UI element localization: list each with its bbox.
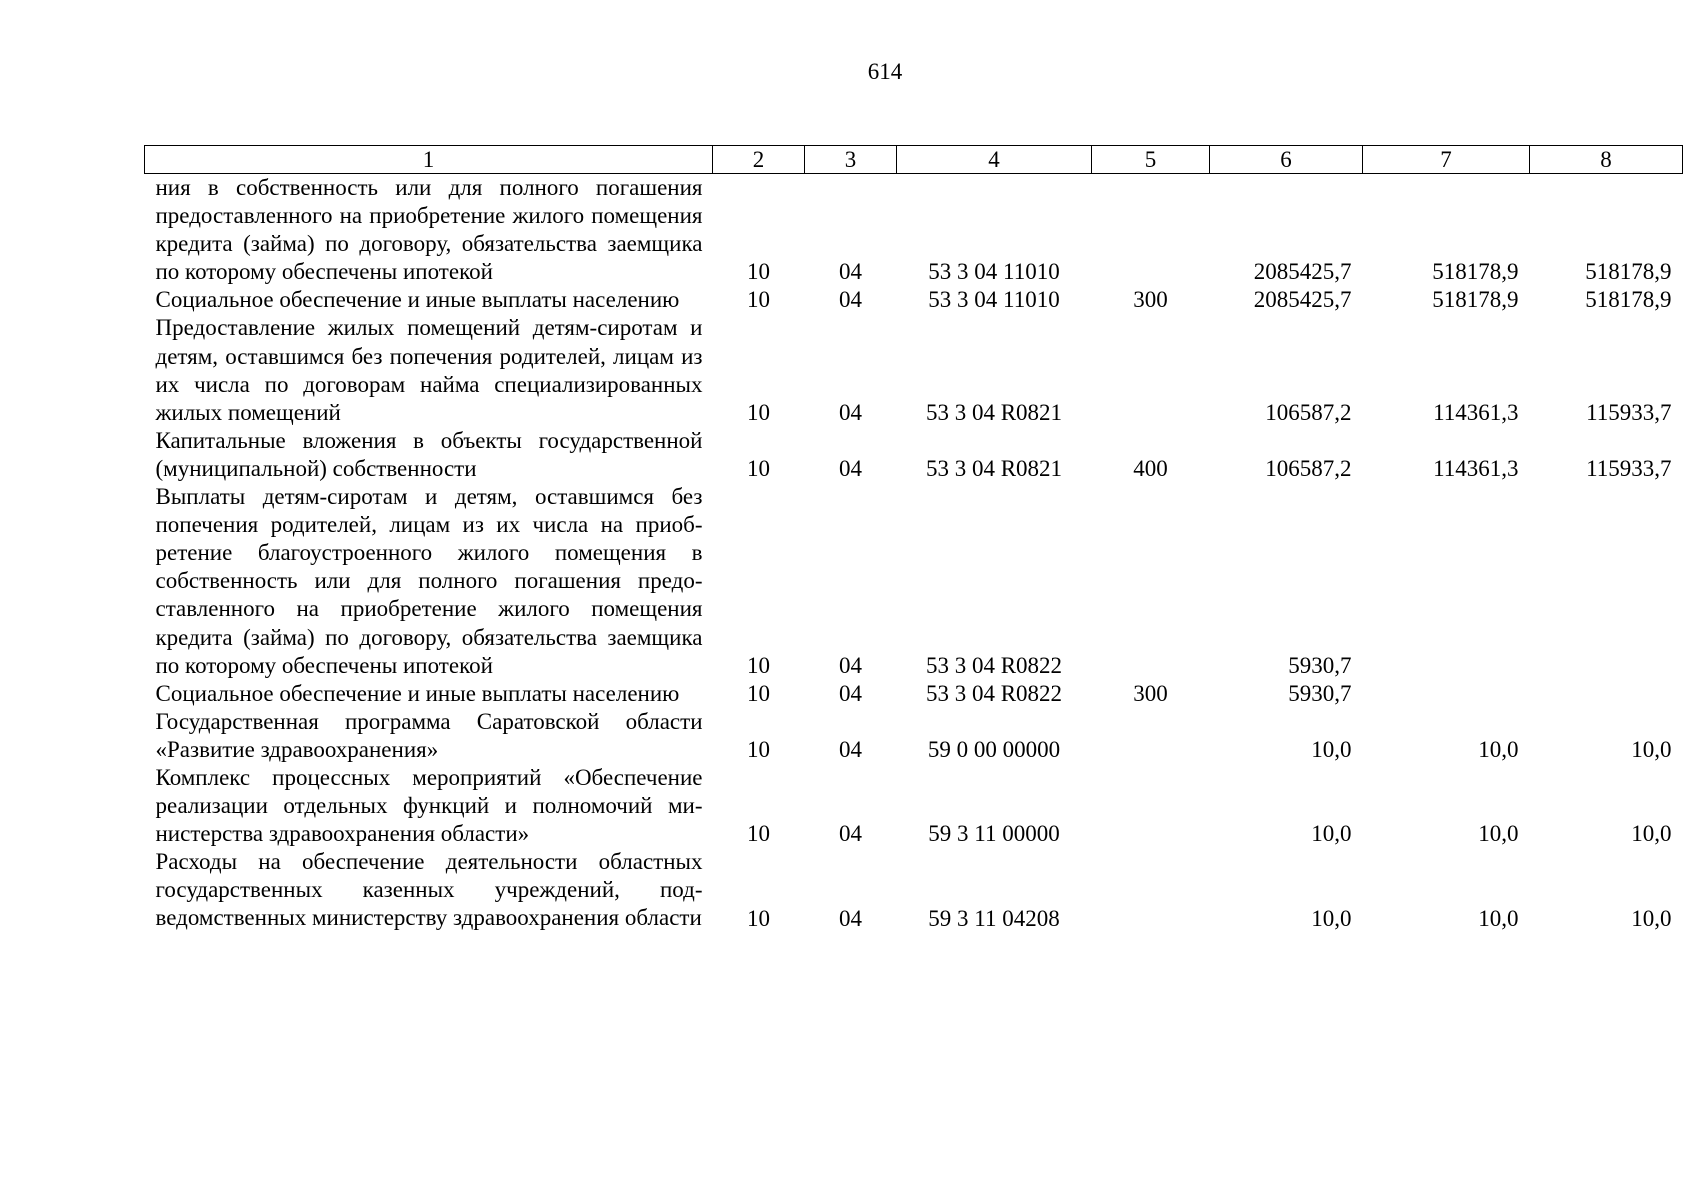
table-row [145,483,1683,680]
amount-year-1: 2085425,7 [1253,287,1352,313]
column-header-6: 6 [1210,146,1363,174]
row-description: Выплаты детям-сиротам и детям, оставшимся без попечения родителей, лицам из их числа на приобретение благоустроенного жилого помещения в собственность или для полного погашения предоставленного на приобретение жилого помещения кредита (займа) по договору, обязательства заемщика по которому обеспечены ипотекой [155,484,703,678]
table-row [145,708,1683,764]
column-header-3: 3 [805,146,897,174]
target-article-code: 59 0 00 00000 [927,736,1061,762]
amount-year-1: 10,0 [1311,905,1352,931]
column-header-1: 1 [145,146,713,174]
amount-year-3 [1530,483,1683,680]
expense-type-code [1092,764,1210,848]
target-article-code: 53 3 04 R0822 [925,680,1063,706]
section-code: 10 [747,287,770,313]
table-header-row [145,146,1683,174]
amount-year-1: 10,0 [1311,736,1352,762]
amount-year-3: 10,0 [1631,905,1672,931]
amount-year-2: 518178,9 [1432,259,1519,285]
subsection-code: 04 [839,456,862,482]
expense-type-code: 300 [1133,680,1168,706]
amount-year-1: 10,0 [1311,821,1352,847]
section-code: 10 [747,736,770,762]
table-row [145,680,1683,708]
amount-year-3: 518178,9 [1585,287,1672,313]
target-article-code: 59 3 11 00000 [928,821,1060,847]
row-description: Расходы на обеспечение деятельности областных государственных казенных учреждений, подведомственных министерству здравоохранения области [155,849,703,931]
section-code: 10 [747,456,770,482]
table-row [145,764,1683,848]
section-code: 10 [747,905,770,931]
table-body [145,174,1683,933]
amount-year-2: 10,0 [1478,905,1519,931]
expense-type-code [1092,483,1210,680]
expense-type-code [1092,708,1210,764]
expense-type-code: 300 [1133,287,1168,313]
amount-year-2 [1363,680,1530,708]
amount-year-3 [1530,680,1683,708]
amount-year-2 [1363,483,1530,680]
row-description: Капитальные вложения в объекты государственной (муниципальной) собственности [155,427,703,481]
subsection-code: 04 [839,821,862,847]
expense-type-code [1092,314,1210,426]
table-row [145,314,1683,426]
amount-year-1: 106587,2 [1265,399,1352,425]
target-article-code: 53 3 04 11010 [928,259,1060,285]
amount-year-3: 115933,7 [1586,399,1672,425]
expense-type-code [1092,174,1210,287]
amount-year-3: 10,0 [1631,736,1672,762]
subsection-code: 04 [839,905,862,931]
target-article-code: 53 3 04 R0821 [925,399,1063,425]
page-number: 614 [867,59,903,84]
target-article-code: 53 3 04 11010 [928,287,1060,313]
amount-year-1: 106587,2 [1265,456,1352,482]
table-row [145,848,1683,932]
section-code: 10 [747,680,770,706]
row-description: Государственная программа Саратовской области «Развитие здравоохранения» [155,708,703,762]
row-description: Комплекс процессных мероприятий «Обеспечение реализации отдельных функций и полномочий министерства здравоохранения области» [155,764,703,847]
subsection-code: 04 [839,287,862,313]
subsection-code: 04 [839,652,862,678]
section-code: 10 [747,652,770,678]
amount-year-2: 114361,3 [1433,399,1519,425]
amount-year-1: 5930,7 [1288,652,1352,678]
column-header-2: 2 [713,146,805,174]
target-article-code: 53 3 04 R0822 [925,652,1063,678]
amount-year-2: 114361,3 [1433,456,1519,482]
section-code: 10 [747,821,770,847]
subsection-code: 04 [839,680,862,706]
row-description: Предоставление жилых помещений детям-сиротам и детям, оставшимся без попечения родителей, лицам из их числа по договорам найма специализированных жилых помещений [155,315,703,425]
target-article-code: 53 3 04 R0821 [925,456,1063,482]
subsection-code: 04 [839,259,862,285]
section-code: 10 [747,259,770,285]
amount-year-3: 518178,9 [1585,259,1672,285]
amount-year-2: 10,0 [1478,821,1519,847]
amount-year-2: 10,0 [1478,736,1519,762]
row-description: ния в собственность или для полного погашения предоставленного на приобретение жилого помещения кредита (займа) по договору, обязательства заемщика по которому обеспечены ипотекой [155,175,703,285]
amount-year-1: 2085425,7 [1253,259,1352,285]
table-row [145,286,1683,314]
section-code: 10 [747,399,770,425]
column-header-7: 7 [1363,146,1530,174]
expense-type-code: 400 [1133,456,1168,482]
row-description: Социальное обеспечение и иные выплаты населению [155,287,680,313]
row-description: Социальное обеспечение и иные выплаты населению [155,680,680,706]
amount-year-3: 115933,7 [1586,456,1672,482]
expense-type-code [1092,848,1210,932]
column-header-4: 4 [897,146,1092,174]
target-article-code: 59 3 11 04208 [928,905,1060,931]
amount-year-1: 5930,7 [1288,680,1352,706]
subsection-code: 04 [839,399,862,425]
amount-year-2: 518178,9 [1432,287,1519,313]
table-row [145,427,1683,483]
column-header-8: 8 [1530,146,1683,174]
subsection-code: 04 [839,736,862,762]
budget-table [144,145,1683,933]
column-header-5: 5 [1092,146,1210,174]
table-row [145,174,1683,287]
amount-year-3: 10,0 [1631,821,1672,847]
